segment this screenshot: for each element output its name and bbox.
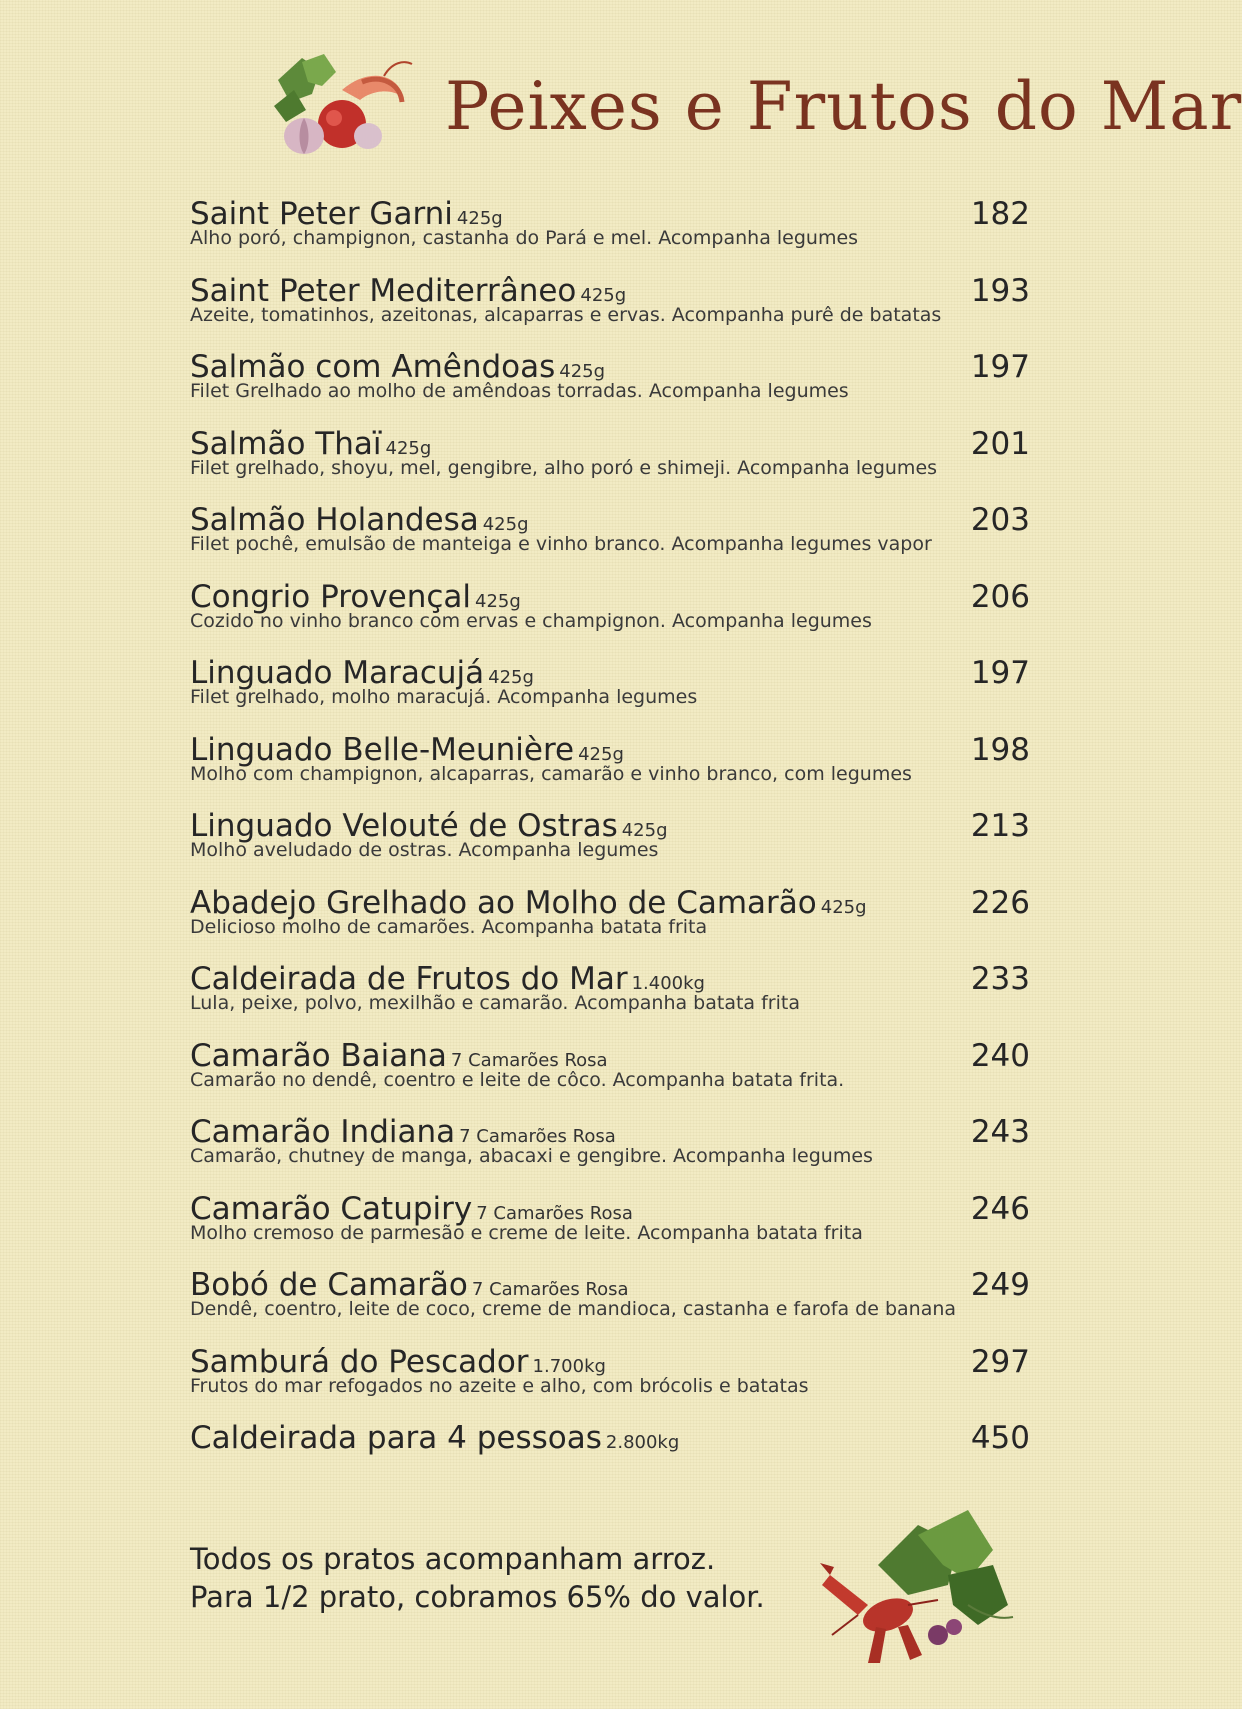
item-description: Filet grelhado, molho maracujá. Acompanha legumes [190, 686, 698, 708]
item-description: Lula, peixe, polvo, mexilhão e camarão. Acompanha batata frita [190, 992, 800, 1014]
item-weight: 425g [385, 437, 432, 459]
menu-item [190, 1344, 1030, 1421]
item-weight: 1.400kg [631, 973, 705, 994]
item-price: 203 [970, 502, 1030, 538]
menu-list [190, 196, 1030, 1497]
item-price: 243 [970, 1114, 1030, 1150]
item-price: 233 [970, 961, 1030, 997]
item-name: Camarão Catupiry [190, 1190, 473, 1227]
item-price: 450 [970, 1420, 1030, 1456]
menu-item [190, 885, 1030, 962]
item-price: 201 [970, 425, 1030, 462]
item-name: Linguado Maracujá [190, 655, 485, 691]
item-weight: 2.800kg [605, 1432, 680, 1453]
item-description: Azeite, tomatinhos, azeitonas, alcaparras e ervas. Acompanha purê de batatas [190, 303, 942, 326]
item-weight: 7 Camarões Rosa [476, 1202, 633, 1224]
item-price: 249 [970, 1267, 1030, 1303]
item-weight: 425g [621, 820, 668, 841]
item-weight: 7 Camarões Rosa [459, 1126, 616, 1147]
item-description: Molho cremoso de parmesão e creme de leite. Acompanha batata frita [190, 1221, 863, 1244]
item-weight: 425g [488, 667, 534, 688]
item-name: Caldeirada de Frutos do Mar [190, 961, 628, 997]
item-price: 197 [970, 655, 1030, 691]
menu-item [190, 579, 1030, 656]
footer-line-half-portion: Para 1/2 prato, cobramos 65% do valor. [190, 1580, 765, 1614]
item-name: Linguado Belle-Meunière [190, 731, 575, 768]
item-name: Caldeirada para 4 pessoas [190, 1420, 602, 1456]
item-weight: 425g [559, 361, 606, 382]
item-description: Camarão no dendê, coentro e leite de côco. Acompanha batata frita. [190, 1068, 845, 1091]
menu-item [190, 732, 1030, 809]
item-name: Samburá do Pescador [190, 1343, 529, 1380]
item-price: 297 [970, 1343, 1030, 1380]
item-weight: 425g [820, 896, 867, 918]
item-description: Cozido no vinho branco com ervas e champignon. Acompanha legumes [190, 609, 872, 632]
menu-item [190, 1114, 1030, 1191]
item-weight: 425g [456, 208, 503, 229]
item-name: Saint Peter Garni [190, 196, 453, 232]
footer-line-rice: Todos os pratos acompanham arroz. [190, 1542, 716, 1576]
item-weight: 425g [475, 590, 521, 612]
item-weight: 425g [482, 514, 529, 535]
item-name: Camarão Indiana [190, 1114, 456, 1150]
menu-item [190, 808, 1030, 885]
item-weight: 1.700kg [532, 1355, 606, 1377]
item-description: Filet pochê, emulsão de manteiga e vinho branco. Acompanha legumes vapor [190, 533, 932, 555]
item-name: Congrio Provençal [190, 578, 472, 615]
menu-item [190, 1038, 1030, 1115]
vegetables-illustration [272, 50, 422, 160]
lobster-illustration [818, 1505, 1018, 1675]
item-name: Salmão Holandesa [190, 502, 479, 538]
item-weight: 7 Camarões Rosa [450, 1049, 608, 1071]
item-name: Salmão com Amêndoas [190, 349, 556, 385]
item-price: 193 [970, 272, 1030, 309]
item-description: Dendê, coentro, leite de coco, creme de mandioca, castanha e farofa de banana [190, 1298, 957, 1320]
item-price: 240 [970, 1037, 1030, 1074]
item-description: Filet Grelhado ao molho de amêndoas torradas. Acompanha legumes [190, 380, 849, 402]
item-description: Camarão, chutney de manga, abacaxi e gengibre. Acompanha legumes [190, 1145, 873, 1167]
item-price: 206 [970, 578, 1030, 615]
item-description: Frutos do mar refogados no azeite e alho, com brócolis e batatas [190, 1374, 809, 1397]
item-name: Camarão Baiana [190, 1037, 447, 1074]
page-title: Peixes e Frutos do Mar [445, 68, 1242, 145]
item-weight: 7 Camarões Rosa [471, 1279, 629, 1300]
item-price: 198 [970, 731, 1030, 768]
menu-item [190, 961, 1030, 1038]
menu-item [190, 196, 1030, 273]
menu-item [190, 502, 1030, 579]
item-price: 182 [970, 196, 1030, 232]
menu-item [190, 655, 1030, 732]
item-name: Linguado Velouté de Ostras [190, 808, 618, 844]
item-weight: 425g [580, 284, 627, 306]
item-price: 197 [970, 349, 1030, 385]
footer-note [190, 1540, 765, 1616]
item-price: 226 [970, 884, 1030, 921]
menu-item [190, 349, 1030, 426]
item-description: Alho poró, champignon, castanha do Pará e mel. Acompanha legumes [190, 227, 859, 249]
item-description: Molho aveludado de ostras. Acompanha legumes [190, 839, 659, 861]
item-price: 213 [970, 808, 1030, 844]
item-name: Salmão Thaï [190, 425, 382, 462]
menu-item [190, 1420, 1030, 1497]
item-name: Abadejo Grelhado ao Molho de Camarão [190, 884, 817, 921]
menu-item [190, 1191, 1030, 1268]
item-description: Filet grelhado, shoyu, mel, gengibre, alho poró e shimeji. Acompanha legumes [190, 456, 938, 479]
item-description: Molho com champignon, alcaparras, camarão e vinho branco, com legumes [190, 762, 912, 785]
item-price: 246 [970, 1190, 1030, 1227]
item-name: Bobó de Camarão [190, 1267, 468, 1303]
item-description: Delicioso molho de camarões. Acompanha batata frita [190, 915, 708, 938]
menu-item [190, 1267, 1030, 1344]
item-name: Saint Peter Mediterrâneo [190, 272, 577, 309]
item-weight: 425g [578, 743, 624, 765]
menu-item [190, 426, 1030, 503]
menu-item [190, 273, 1030, 350]
